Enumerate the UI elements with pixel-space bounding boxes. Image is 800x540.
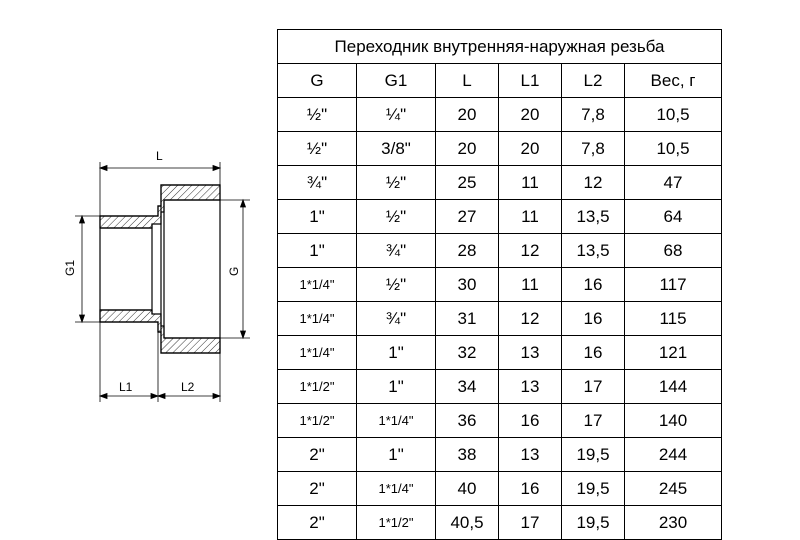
table-cell: 16 xyxy=(499,404,562,438)
table-cell: 27 xyxy=(436,200,499,234)
table-title: Переходник внутренняя-наружная резьба xyxy=(278,30,722,64)
label-G: G xyxy=(227,266,241,276)
table-cell: ¾" xyxy=(357,234,436,268)
table-row xyxy=(278,506,722,540)
table-cell: 12 xyxy=(499,302,562,336)
table-cell: 1" xyxy=(357,336,436,370)
label-L2: L2 xyxy=(181,380,195,394)
table-cell: 32 xyxy=(436,336,499,370)
table-cell: 13 xyxy=(499,336,562,370)
table-row xyxy=(278,234,722,268)
table-cell: 230 xyxy=(625,506,722,540)
table-cell: 1" xyxy=(278,234,357,268)
table-cell: 17 xyxy=(562,370,625,404)
table-cell: 10,5 xyxy=(625,98,722,132)
table-cell: 2" xyxy=(278,506,357,540)
table-cell: 16 xyxy=(562,268,625,302)
table-cell: ½" xyxy=(357,268,436,302)
table-cell: 68 xyxy=(625,234,722,268)
table-cell: 2" xyxy=(278,472,357,506)
column-header: G1 xyxy=(357,64,436,98)
table-cell: 16 xyxy=(562,336,625,370)
table-cell: 7,8 xyxy=(562,132,625,166)
table-cell: 40 xyxy=(436,472,499,506)
table-cell: 31 xyxy=(436,302,499,336)
table-cell: 38 xyxy=(436,438,499,472)
table-cell: ¾" xyxy=(357,302,436,336)
table-cell: 7,8 xyxy=(562,98,625,132)
table-cell: 13 xyxy=(499,438,562,472)
table-row xyxy=(278,98,722,132)
table-cell: 20 xyxy=(499,98,562,132)
table-cell: 1*1/4" xyxy=(278,336,357,370)
column-header: L1 xyxy=(499,64,562,98)
table-cell: 3/8" xyxy=(357,132,436,166)
table-cell: 1*1/2" xyxy=(357,506,436,540)
table-row xyxy=(278,302,722,336)
table-cell: 11 xyxy=(499,166,562,200)
table-cell: 144 xyxy=(625,370,722,404)
table-cell: 16 xyxy=(562,302,625,336)
column-header: L2 xyxy=(562,64,625,98)
table-cell: 2" xyxy=(278,438,357,472)
table-cell: 17 xyxy=(562,404,625,438)
table-row xyxy=(278,438,722,472)
table-cell: 20 xyxy=(436,132,499,166)
table-cell: 1*1/4" xyxy=(278,268,357,302)
table-cell: 47 xyxy=(625,166,722,200)
table-cell: 10,5 xyxy=(625,132,722,166)
table-cell: 1*1/4" xyxy=(357,472,436,506)
table-cell: 244 xyxy=(625,438,722,472)
table-cell: 13,5 xyxy=(562,234,625,268)
column-header: L xyxy=(436,64,499,98)
table-cell: ½" xyxy=(357,166,436,200)
table-cell: 20 xyxy=(499,132,562,166)
table-cell: 28 xyxy=(436,234,499,268)
table-title-row xyxy=(278,30,722,64)
table-cell: 34 xyxy=(436,370,499,404)
table-cell: 20 xyxy=(436,98,499,132)
table-header-row xyxy=(278,64,722,98)
table-cell: 16 xyxy=(499,472,562,506)
table-row xyxy=(278,132,722,166)
column-header: G xyxy=(278,64,357,98)
table-row xyxy=(278,404,722,438)
table-cell: ¼" xyxy=(357,98,436,132)
table-cell: 1*1/4" xyxy=(357,404,436,438)
table-row xyxy=(278,166,722,200)
column-header: Вес, г xyxy=(625,64,722,98)
table-cell: 25 xyxy=(436,166,499,200)
table-cell: 1" xyxy=(278,200,357,234)
table-cell: 19,5 xyxy=(562,472,625,506)
table-cell: 19,5 xyxy=(562,438,625,472)
table-cell: 30 xyxy=(436,268,499,302)
table-cell: 1*1/4" xyxy=(278,302,357,336)
table-cell: ½" xyxy=(278,132,357,166)
table-cell: ¾" xyxy=(278,166,357,200)
table-cell: 36 xyxy=(436,404,499,438)
table-cell: ½" xyxy=(278,98,357,132)
table-cell: 11 xyxy=(499,200,562,234)
table-cell: 13 xyxy=(499,370,562,404)
table-cell: ½" xyxy=(357,200,436,234)
table-cell: 1" xyxy=(357,438,436,472)
table-row xyxy=(278,200,722,234)
table-cell: 115 xyxy=(625,302,722,336)
table-row xyxy=(278,336,722,370)
adapter-section xyxy=(100,185,220,353)
table-cell: 19,5 xyxy=(562,506,625,540)
table-cell: 64 xyxy=(625,200,722,234)
table-cell: 140 xyxy=(625,404,722,438)
table-row xyxy=(278,370,722,404)
adapter-drawing xyxy=(60,140,260,410)
table-cell: 1*1/2" xyxy=(278,404,357,438)
table-cell: 12 xyxy=(562,166,625,200)
table-cell: 13,5 xyxy=(562,200,625,234)
spec-table xyxy=(277,29,722,540)
table-cell: 12 xyxy=(499,234,562,268)
table-cell: 1*1/2" xyxy=(278,370,357,404)
table-row xyxy=(278,268,722,302)
label-G1: G1 xyxy=(63,259,77,276)
table-row xyxy=(278,472,722,506)
table-body xyxy=(278,98,722,540)
table-cell: 40,5 xyxy=(436,506,499,540)
table-cell: 117 xyxy=(625,268,722,302)
table-cell: 121 xyxy=(625,336,722,370)
table-cell: 11 xyxy=(499,268,562,302)
table-cell: 17 xyxy=(499,506,562,540)
table-cell: 245 xyxy=(625,472,722,506)
label-L: L xyxy=(156,149,163,163)
label-L1: L1 xyxy=(119,380,133,394)
table-cell: 1" xyxy=(357,370,436,404)
